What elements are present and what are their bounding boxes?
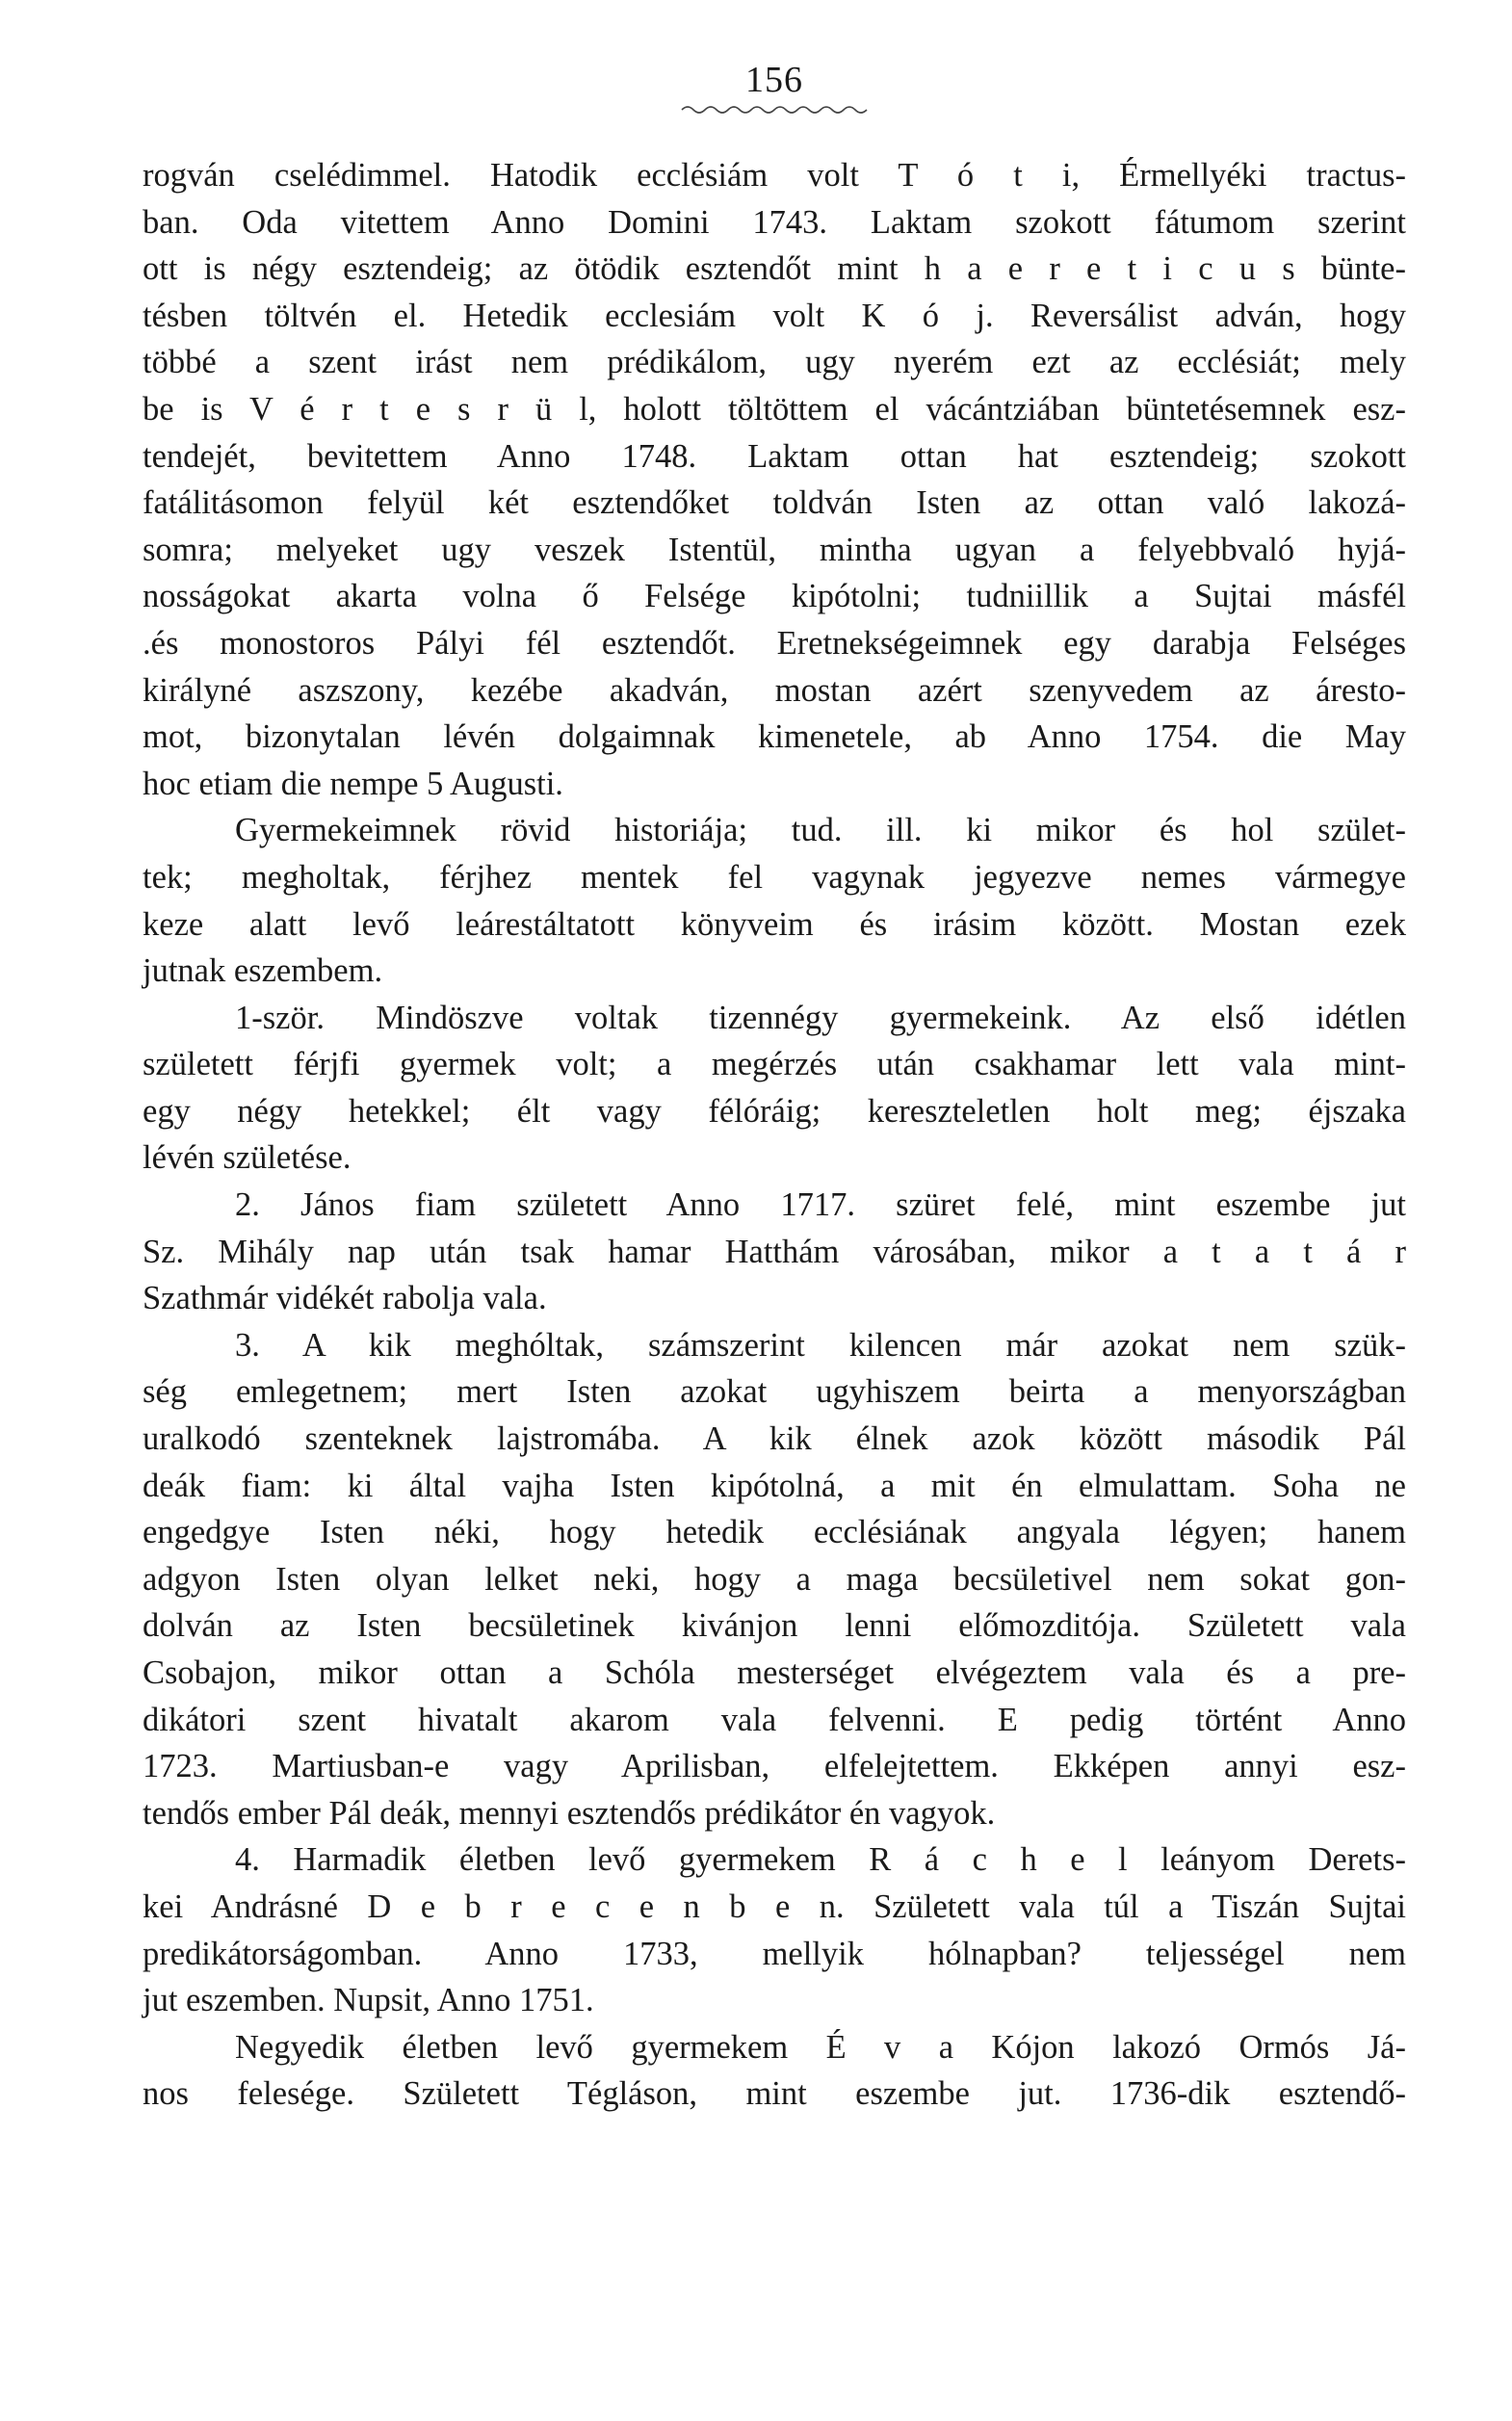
wavy-rule-ornament-icon <box>680 102 869 117</box>
text-line: .és monostoros Pályi fél esztendőt. Eretnekségeimnek egy darabja Felséges <box>143 624 1406 662</box>
text-line: be is V é r t e s r ü l, holott töltöttem el vácántziában büntetésemnek esz- <box>143 390 1406 428</box>
text-line: 2. János fiam született Anno 1717. szüret felé, mint eszembe jut <box>235 1186 1406 1224</box>
text-line: többé a szent irást nem prédikálom, ugy nyerém ezt az ecclésiát; mely <box>143 344 1406 381</box>
text-line: Sz. Mihály nap után tsak hamar Hatthám városában, mikor a t a t á r <box>143 1233 1406 1270</box>
text-line: ott is négy esztendeig; az ötödik esztendőt mint h a e r e t i c u s bünte- <box>143 250 1406 288</box>
text-line: keze alatt levő leárestáltatott könyveim és irásim között. Mostan ezek <box>143 905 1406 943</box>
text-line: Csobajon, mikor ottan a Schóla mesterséget elvégeztem vala és a pre- <box>143 1654 1406 1691</box>
text-line: deák fiam: ki által vajha Isten kipótolná, a mit én elmulattam. Soha ne <box>143 1467 1406 1504</box>
text-line: jutnak eszembem. <box>143 952 383 990</box>
text-line: kei Andrásné D e b r e c e n b e n. Született vala túl a Tiszán Sujtai <box>143 1887 1406 1925</box>
page-number: 156 <box>745 60 803 100</box>
text-line: predikátorságomban. Anno 1733, mellyik hólnapban? teljességel nem <box>143 1935 1406 1972</box>
text-line: tek; megholtak, férjhez mentek fel vagynak jegyezve nemes vármegye <box>143 858 1406 896</box>
text-line: dikátori szent hivatalt akarom vala felvenni. E pedig történt Anno <box>143 1701 1406 1738</box>
text-line: hoc etiam die nempe 5 Augusti. <box>143 765 563 802</box>
text-line: adgyon Isten olyan lelket neki, hogy a maga becsületivel nem sokat gon- <box>143 1560 1406 1598</box>
text-line: királyné aszszony, kezébe akadván, mostan azért szenyvedem az árestо- <box>143 671 1406 709</box>
text-line: fatálitásomon felyül két esztendőket toldván Isten az ottan való lakozá- <box>143 484 1406 522</box>
text-line: 1-ször. Mindöszve voltak tizennégy gyermekeink. Az első idétlen <box>235 999 1406 1036</box>
text-line: engedgye Isten néki, hogy hetedik ecclésiának angyala légyen; hanem <box>143 1514 1406 1551</box>
text-line: tendős ember Pál deák, mennyi esztendős prédikátor én vagyok. <box>143 1794 996 1832</box>
text-line: uralkodó szenteknek lajstromába. A kik élnek azok között második Pál <box>143 1420 1406 1458</box>
text-line: ség emlegetnem; mert Isten azokat ugyhiszem beirta a menyországban <box>143 1373 1406 1411</box>
text-line: lévén születése. <box>143 1139 352 1177</box>
text-line: mot, bizonytalan lévén dolgaimnak kimenetele, ab Anno 1754. die May <box>143 718 1406 756</box>
text-line: jut eszemben. Nupsit, Anno 1751. <box>143 1982 594 2019</box>
text-line: egy négy hetekkel; élt vagy félóráig; kereszteletlen holt meg; éjszaka <box>143 1092 1406 1130</box>
text-line: tésben töltvén el. Hetedik ecclesiám volt K ó j. Reversálist adván, hogy <box>143 297 1406 334</box>
text-line: 3. A kik meghóltak, számszerint kilencen már azokat nem szük- <box>235 1326 1406 1364</box>
page-header <box>143 58 1406 117</box>
text-line: tendejét, bevitettem Anno 1748. Laktam ottan hat esztendeig; szokott <box>143 437 1406 475</box>
text-line: rogván cselédimmel. Hatodik ecclésiám volt T ó t i, Érmellyéki tractus- <box>143 157 1406 194</box>
text-line: született férjfi gyermek volt; a megérzés után csakhamar lett vala mint- <box>143 1046 1406 1083</box>
text-line: 4. Harmadik életben levő gyermekem R á c h e l leányom Derets- <box>235 1841 1406 1879</box>
body-text <box>143 152 1406 2118</box>
text-line: 1723. Martiusban-e vagy Aprilisban, elfelejtettem. Ekképen annyi esz- <box>143 1748 1406 1785</box>
text-line: nosságokat akarta volna ő Felsége kipótolni; tudniillik a Sujtai másfél <box>143 578 1406 615</box>
text-line: Szathmár vidékét rabolja vala. <box>143 1280 547 1317</box>
text-line: nos felesége. Született Tégláson, mint eszembe jut. 1736-dik esztendő- <box>143 2075 1406 2113</box>
text-line: ban. Oda vitettem Anno Domini 1743. Laktam szokott fátumom szerint <box>143 203 1406 241</box>
text-line: Negyedik életben levő gyermekem É v a Kójon lakozó Ormós Já- <box>235 2028 1406 2066</box>
text-line: somra; melyeket ugy veszek Istentül, mintha ugyan a felyebbvaló hyjá- <box>143 531 1406 568</box>
text-line: Gyermekeimnek rövid historiája; tud. ill. ki mikor és hol szület- <box>235 812 1406 849</box>
text-line: dolván az Isten becsületinek kivánjon lenni előmozditója. Született vala <box>143 1607 1406 1645</box>
book-page <box>143 58 1406 2118</box>
